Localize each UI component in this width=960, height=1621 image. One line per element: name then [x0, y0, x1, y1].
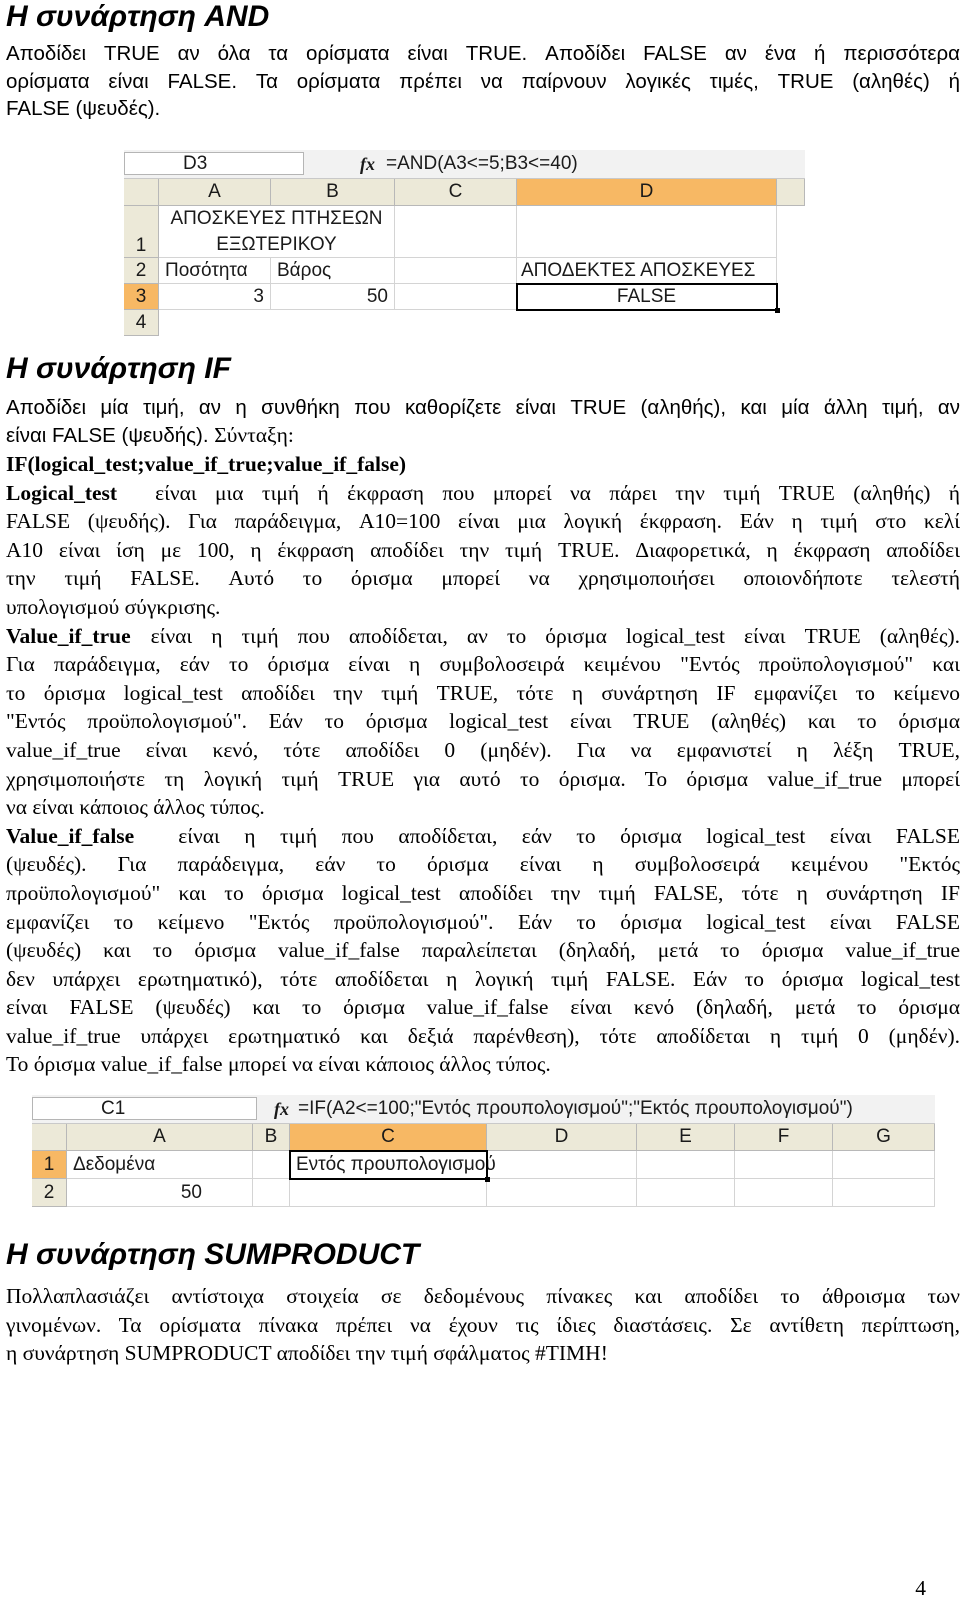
value-if-true-term: Value_if_true	[6, 623, 131, 648]
row-header: 3	[124, 284, 159, 310]
cell-a1-line: ΑΠΟΣΚΕΥΕΣ ΠΤΗΣΕΩΝ	[170, 208, 383, 229]
logical-test-term: Logical_test	[6, 480, 118, 505]
column-header: B	[271, 179, 395, 206]
merged-title-cell	[159, 206, 395, 258]
cell	[637, 1151, 735, 1179]
value-if-true-text: χρησιμοποιήστε τη λογική τιμή TRUE για αυτό το όρισμα. Το όρισμα value_if_true μπορεί	[6, 766, 960, 791]
value-if-true-text: το όρισμα logical_test αποδίδει την τιμή TRUE, τότε η συνάρτηση IF εμφανίζει το κείμενο	[6, 680, 960, 705]
column-header: B	[253, 1124, 290, 1151]
value-if-true-text: "Εντός προϋπολογισμού". Εάν το όρισμα logical_test είναι TRUE (αληθές) και το όρισμα	[6, 709, 960, 734]
row-header: 2	[124, 258, 159, 284]
formula-text: =AND(A3<=5;B3<=40)	[386, 153, 578, 174]
select-all-corner	[124, 179, 159, 206]
row-header: 4	[124, 310, 159, 336]
logical-test-text: την τιμή FALSE. Αυτό το όρισμα μπορεί να χρησιμοποιήσει οποιονδήποτε τελεστή	[6, 566, 960, 591]
row-header: 1	[124, 206, 159, 258]
fx-icon: fx	[274, 1099, 289, 1119]
sumproduct-description-line: η συνάρτηση SUMPRODUCT αποδίδει την τιμή σφάλματος #ΤΙΜΗ!	[6, 1341, 608, 1366]
formula-bar	[32, 1095, 935, 1124]
value-if-false-text: (ψευδές). Για παράδειγμα, εάν το όρισμα είναι η συμβολοσειρά κειμένου "Εκτός	[6, 852, 960, 877]
value-if-false-text: Το όρισμα value_if_false μπορεί να είναι κάποιος άλλος τύπος.	[6, 1052, 551, 1077]
value-if-true-text: να είναι κάποιος άλλος τύπος.	[6, 795, 265, 820]
cell	[253, 1179, 290, 1207]
fx-icon: fx	[360, 154, 375, 174]
page-number: 4	[915, 1576, 926, 1600]
cell-c1: Εντός προυπολογισμού	[290, 1151, 487, 1179]
cell-d2: ΑΠΟΔΕΚΤΕΣ ΑΠΟΣΚΕΥΕΣ	[517, 258, 777, 284]
and-function-title: Η συνάρτηση AND	[6, 0, 270, 33]
cell-a2: Ποσότητα	[159, 258, 271, 284]
and-description	[6, 40, 960, 123]
if-intro	[6, 394, 960, 449]
value-if-false-text: προϋπολογισμού" και το όρισμα logical_test αποδίδει την τιμή FALSE, τότε η συνάρτηση IF	[6, 880, 960, 905]
column-header: F	[735, 1124, 833, 1151]
column-header: D	[517, 179, 777, 206]
cell-b3: 50	[271, 284, 395, 310]
cell	[735, 1151, 833, 1179]
cell-a3: 3	[159, 284, 271, 310]
value-if-false-text: value_if_true υπάρχει ερωτηματικό και δεξιά παρένθεση), τότε αποδίδεται η τιμή 0 (μηδέν).	[6, 1023, 960, 1048]
logical-test-text: είναι μια τιμή ή έκφραση που μπορεί να πάρει την τιμή TRUE (αληθής) ή	[155, 480, 960, 505]
name-box: C1	[32, 1097, 257, 1120]
cell-a1: Δεδομένα	[67, 1151, 253, 1179]
column-header: G	[833, 1124, 935, 1151]
cell	[395, 206, 517, 258]
cell	[395, 258, 517, 284]
sumproduct-function-title: Η συνάρτηση SUMPRODUCT	[6, 1238, 420, 1271]
and-description-line: FALSE (ψευδές).	[6, 97, 161, 120]
row-header: 1	[32, 1151, 67, 1179]
value-if-true-text: Για παράδειγμα, εάν το όρισμα είναι η συμβολοσειρά κειμένου "Εντός προϋπολογισμού" και	[6, 652, 960, 677]
active-cell-outline	[516, 283, 778, 311]
cell	[735, 1179, 833, 1207]
name-box: D3	[124, 152, 304, 175]
value-if-false-term: Value_if_false	[6, 823, 135, 848]
value-if-false-text: εμφανίζει το κείμενο "Εκτός προϋπολογισμού". Εάν το όρισμα logical_test είναι FALSE	[6, 909, 960, 934]
column-header: C	[290, 1124, 487, 1151]
sumproduct-description-line: γινομένων. Τα ορίσματα πίνακα πρέπει να έχουν τις ίδιες διαστάσεις. Σε αντίθετη περίπτωση,	[6, 1312, 960, 1337]
sumproduct-description-line: Πολλαπλασιάζει αντίστοιχα στοιχεία σε δεδομένους πίνακες και αποδίδει το άθροισμα των	[6, 1284, 960, 1308]
value-if-false-text: (ψευδές) και το όρισμα value_if_false παραλείπεται (δηλαδή, μετά το όρισμα value_if_true	[6, 938, 960, 963]
cell	[395, 284, 517, 310]
logical-test-text: A10 είναι ίση με 100, η έκφραση αποδίδει την τιμή TRUE. Διαφορετικά, η έκφραση αποδίδει	[6, 537, 960, 562]
cell	[487, 1179, 637, 1207]
if-spreadsheet-screenshot	[32, 1095, 935, 1211]
cell	[517, 206, 777, 258]
and-description-line: Αποδίδει TRUE αν όλα τα ορίσματα είναι TRUE. Αποδίδει FALSE αν ένα ή περισσότερα	[6, 42, 960, 65]
cell	[487, 1151, 637, 1179]
if-function-title: Η συνάρτηση IF	[6, 352, 231, 385]
value-if-true-text: είναι η τιμή που αποδίδεται, αν το όρισμα logical_test είναι TRUE (αληθές).	[150, 623, 960, 648]
value-if-true-text: value_if_true είναι κενό, τότε αποδίδει 0 (μηδέν). Για να εμφανιστεί η λέξη TRUE,	[6, 737, 960, 762]
sumproduct-description	[6, 1282, 960, 1368]
cell	[833, 1151, 935, 1179]
logical-test-text: υπολογισμού σύγκρισης.	[6, 594, 221, 619]
cell-a1-line: ΕΞΩΤΕΡΙΚΟΥ	[216, 234, 337, 255]
logical-test-text: FALSE (ψευδής). Για παράδειγμα, A10=100 είναι μια λογική έκφραση. Εάν η τιμή στο κελί	[6, 509, 960, 534]
value-if-false-text: είναι FALSE (ψευδές) και το όρισμα value_if_false είναι κενό (δηλαδή, μετά το όρισμα	[6, 995, 960, 1020]
row-header: 2	[32, 1179, 67, 1207]
column-header: E	[637, 1124, 735, 1151]
value-if-false-text: είναι η τιμή που αποδίδεται, εάν το όρισμα logical_test είναι FALSE	[178, 823, 960, 848]
column-header-partial	[777, 179, 805, 206]
if-arguments	[6, 450, 960, 1079]
column-header: A	[67, 1124, 253, 1151]
cell-b2: Βάρος	[271, 258, 395, 284]
cell-d3: FALSE	[517, 284, 777, 310]
column-header: A	[159, 179, 271, 206]
active-cell-outline	[289, 1150, 488, 1180]
select-all-corner	[32, 1124, 67, 1151]
syntax-label: Σύνταξη:	[214, 422, 294, 447]
if-syntax: IF(logical_test;value_if_true;value_if_false)	[6, 452, 407, 476]
cell	[637, 1179, 735, 1207]
and-description-line: ορίσματα είναι FALSE. Τα ορίσματα πρέπει να παίρνουν λογικές τιμές, TRUE (αληθές) ή	[6, 69, 960, 93]
cell	[290, 1179, 487, 1207]
value-if-false-text: δεν υπάρχει ερωτηματικό), τότε αποδίδεται η λογική τιμή FALSE. Εάν το όρισμα logical_test	[6, 966, 960, 991]
if-intro-line: Αποδίδει μία τιμή, αν η συνθήκη που καθορίζετε είναι TRUE (αληθής), και μία άλλη τιμή, αν	[6, 396, 960, 419]
formula-bar	[124, 150, 805, 179]
column-header: C	[395, 179, 517, 206]
formula-text: =IF(A2<=100;"Εντός προυπολογισμού";"Εκτός προυπολογισμού")	[298, 1098, 853, 1119]
if-intro-text: είναι FALSE (ψευδής).	[6, 423, 215, 447]
cell	[833, 1179, 935, 1207]
cell-a2: 50	[67, 1179, 253, 1207]
column-header: D	[487, 1124, 637, 1151]
cell	[253, 1151, 290, 1179]
and-spreadsheet-screenshot	[124, 150, 805, 333]
